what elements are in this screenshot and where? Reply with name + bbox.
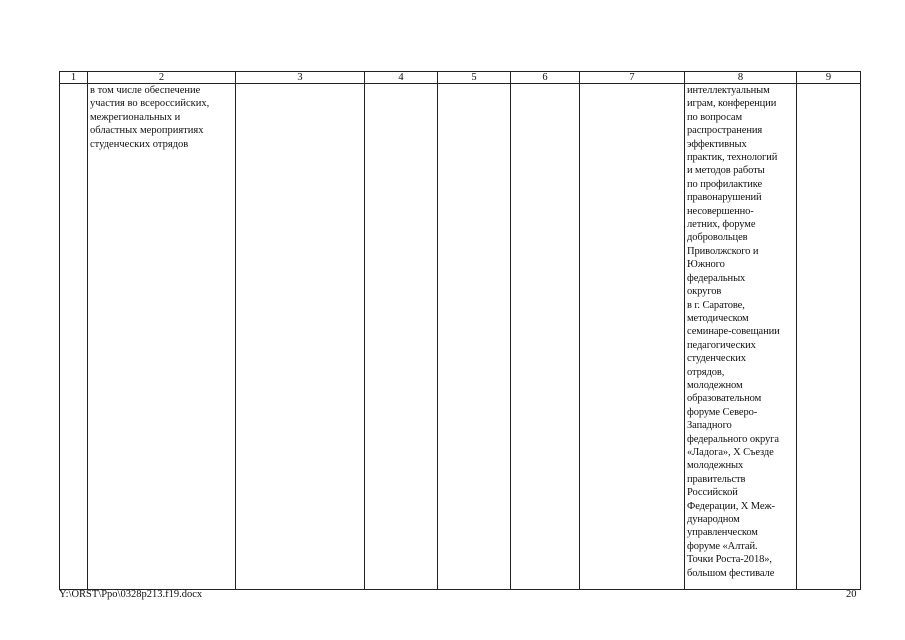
- table-cell-2: в том числе обеспечение участия во всероссийских, межрегиональных и областных мероприятиях студенческих отрядов: [88, 84, 236, 590]
- footer-file-path: Y:\ORST\Ppo\0328p213.f19.docx: [59, 589, 203, 600]
- table-cell-3: [236, 84, 365, 590]
- table-header-row: [60, 72, 861, 84]
- table-cell-6: [511, 84, 580, 590]
- column-header-4: 4: [365, 72, 438, 84]
- table-cell-9: [797, 84, 861, 590]
- column-header-5: 5: [438, 72, 511, 84]
- column-header-1: 1: [60, 72, 88, 84]
- table-cell-5: [438, 84, 511, 590]
- table-cell-1: [60, 84, 88, 590]
- table-cell-7: [580, 84, 685, 590]
- table-row: [60, 84, 861, 590]
- table-cell-8: интеллектуальным играм, конференции по вопросам распространения эффективных практик, технологий и методов работы по профилактике правонарушений несовершенно- летних, форуме добровольцев Приволжского и Южного федеральных округов в г. Саратове, методическом семинаре-совещании педагогических студенческих отрядов, молодежном образовательном форуме Северо- Западного федерального округа «Ладога», X Съезде молодежных правительств Российской Федерации, X Меж- дународном управленческом форуме «Алтай. Точки Роста-2018», большом фестивале: [685, 84, 797, 590]
- column-header-8: 8: [685, 72, 797, 84]
- footer-page-number: 20: [846, 589, 857, 600]
- column-header-9: 9: [797, 72, 861, 84]
- table-cell-4: [365, 84, 438, 590]
- column-header-7: 7: [580, 72, 685, 84]
- column-header-2: 2: [88, 72, 236, 84]
- data-table: [59, 71, 861, 590]
- column-header-3: 3: [236, 72, 365, 84]
- column-header-6: 6: [511, 72, 580, 84]
